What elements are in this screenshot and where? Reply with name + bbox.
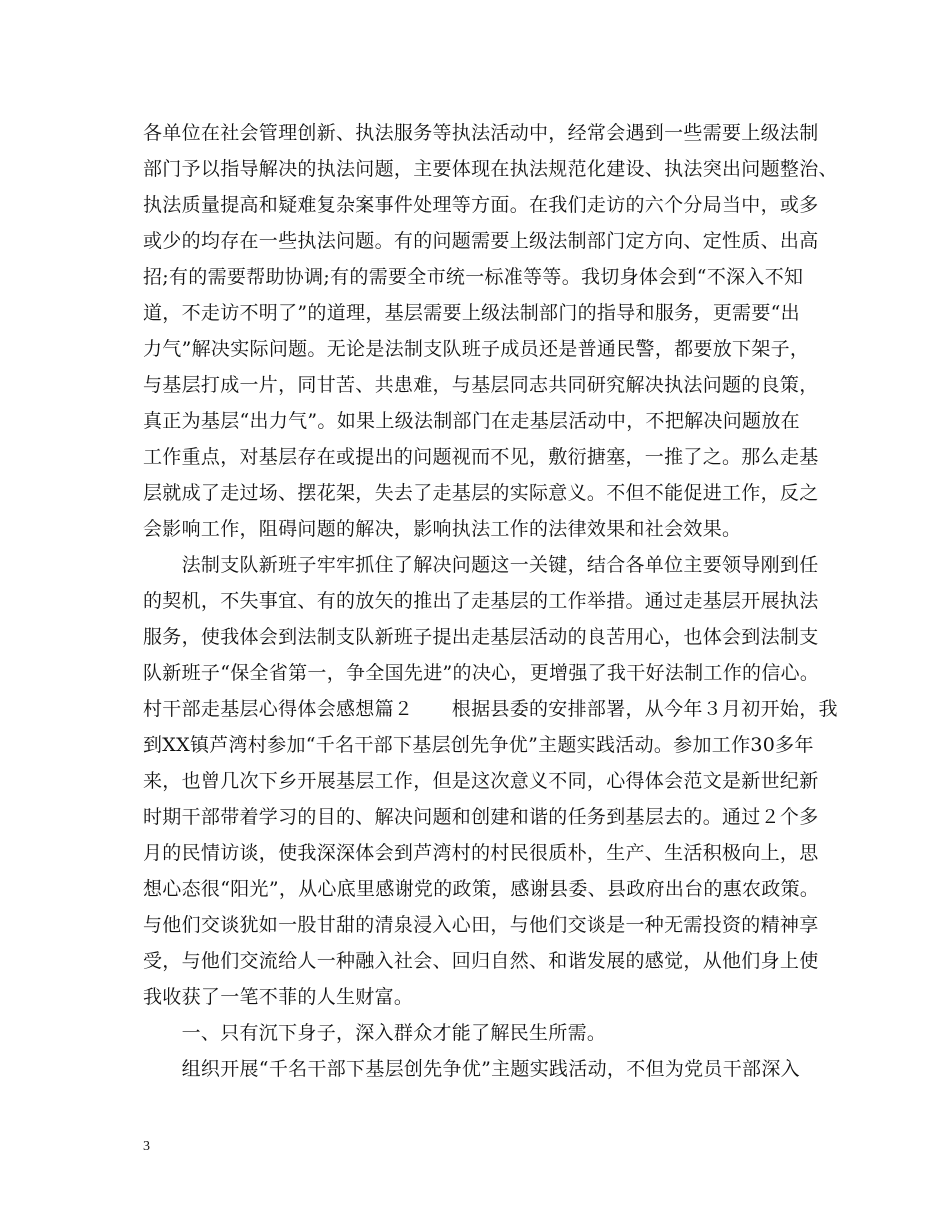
text-line: 一、只有沉下身子，深入群众才能了解民生所需。: [143, 1022, 607, 1044]
text-line: 受，与他们交流给人一种融入社会、回归自然、和谐发展的感觉，从他们身上使: [143, 950, 819, 972]
text-line: 法制支队新班子牢牢抓住了解决问题这一关键，结合各单位主要领导刚到任: [143, 554, 819, 576]
text-line: 与他们交谈犹如一股甘甜的清泉浸入心田，与他们交谈是一种无需投资的精神享: [143, 914, 819, 936]
text-line: 队新班子“保全省第一，争全国先进”的决心，更增强了我干好法制工作的信心。: [143, 662, 820, 684]
page-number: 3: [143, 1139, 150, 1154]
text-line: 招;有的需要帮助协调;有的需要全市统一标准等等。我切身体会到“不深入不知: [143, 266, 804, 288]
text-line: 时期干部带着学习的目的、解决问题和创建和谐的任务到基层去的。通过２个多: [143, 806, 819, 828]
text-line: 道，不走访不明了”的道理，基层需要上级法制部门的指导和服务，更需要“出: [143, 302, 800, 324]
text-line: 想心态很“阳光”，从心底里感谢党的政策，感谢县委、县政府出台的惠农政策。: [143, 878, 820, 900]
text-line: 力气”解决实际问题。无论是法制支队班子成员还是普通民警，都要放下架子，: [143, 338, 810, 360]
text-line: 服务，使我体会到法制支队新班子提出走基层活动的良苦用心，也体会到法制支: [143, 626, 819, 648]
text-line: 各单位在社会管理创新、执法服务等执法活动中，经常会遇到一些需要上级法制: [143, 122, 819, 144]
text-line: 会影响工作，阻碍问题的解决，影响执法工作的法律效果和社会效果。: [143, 518, 742, 540]
text-line: 村干部走基层心得体会感想篇２ 根据县委的安排部署，从今年３月初开始，我: [143, 698, 838, 720]
text-line: 或少的均存在一些执法问题。有的问题需要上级法制部门定方向、定性质、出高: [143, 230, 819, 252]
text-line: 来，也曾几次下乡开展基层工作，但是这次意义不同，心得体会范文是新世纪新: [143, 770, 819, 792]
text-line: 的契机，不失事宜、有的放矢的推出了走基层的工作举措。通过走基层开展执法: [143, 590, 819, 612]
text-line: 与基层打成一片，同甘苦、共患难，与基层同志共同研究解决执法问题的良策，: [143, 374, 819, 396]
text-line: 层就成了走过场、摆花架，失去了走基层的实际意义。不但不能促进工作，反之: [143, 482, 819, 504]
text-line: 到XX镇芦湾村参加“千名干部下基层创先争优”主题实践活动。参加工作30多年: [143, 734, 814, 756]
text-line: 组织开展“千名干部下基层创先争优”主题实践活动，不但为党员干部深入: [143, 1058, 800, 1080]
text-line: 真正为基层“出力气”。如果上级法制部门在走基层活动中，不把解决问题放在: [143, 410, 800, 432]
text-line: 我收获了一笔不菲的人生财富。: [143, 986, 414, 1008]
text-line: 部门予以指导解决的执法问题，主要体现在执法规范化建设、执法突出问题整治、: [143, 158, 838, 180]
text-line: 执法质量提高和疑难复杂案事件处理等方面。在我们走访的六个分局当中，或多: [143, 194, 819, 216]
text-line: 月的民情访谈，使我深深体会到芦湾村的村民很质朴，生产、生活积极向上，思: [143, 842, 819, 864]
text-line: 工作重点，对基层存在或提出的问题视而不见，敷衍搪塞，一推了之。那么走基: [143, 446, 819, 468]
